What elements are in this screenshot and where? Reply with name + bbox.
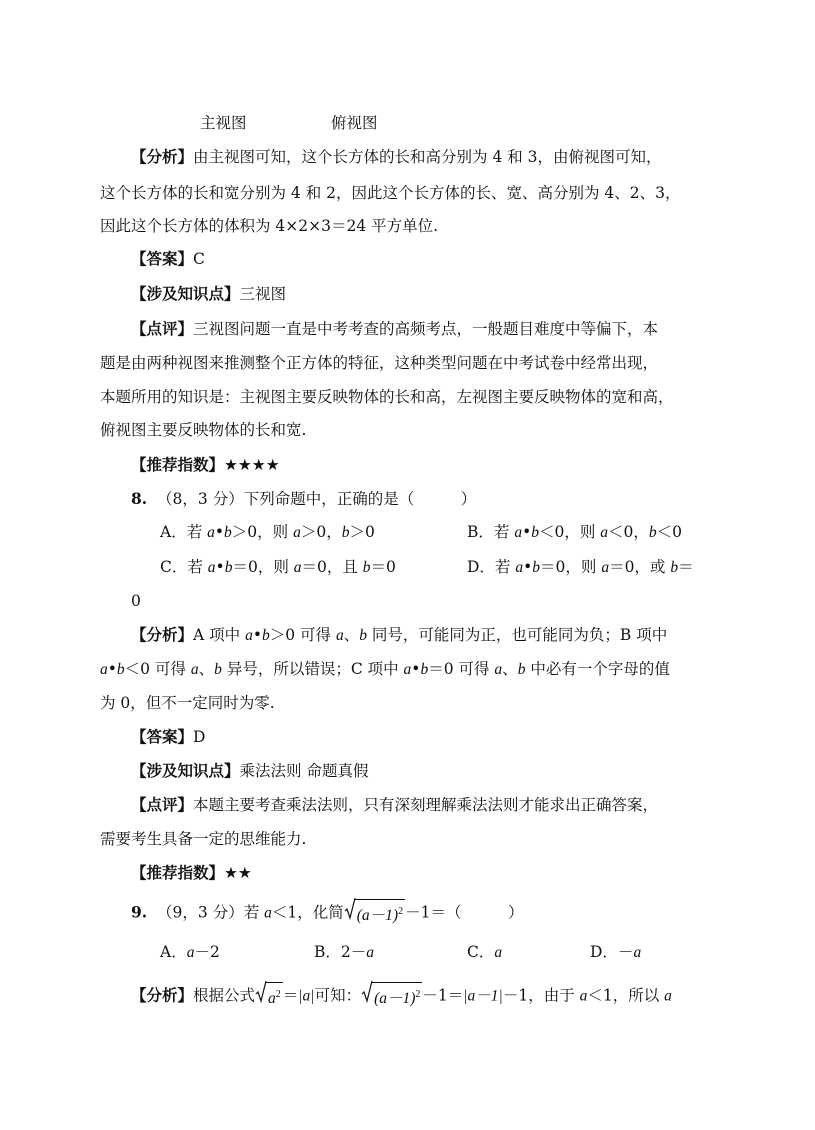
rating-stars: ★★ [224, 864, 252, 882]
radical-sign-icon [344, 897, 356, 921]
text-q8-options-d-a1: a [515, 559, 524, 576]
text-q8-answer-label: 【答案】 [131, 727, 194, 746]
q7-analysis-line-2: 这个长方体的长和宽分别为 4 和 2，因此这个长方体的长、宽、高分别为 4、2、3， [100, 184, 681, 202]
q7-knowledge [131, 282, 286, 306]
text-q7-comment-label: 【点评】 [131, 319, 194, 338]
q8-option-d-wrap: 0 [131, 592, 141, 610]
text-q8-options-c-b1: b [224, 559, 233, 576]
text-q8-options-b-t1: ＜0，则 [538, 523, 601, 541]
text-q9-options-a-pre: A． [160, 943, 187, 961]
text-q8-analysis-l2-h: 异号，所以错误；C 项中 [221, 660, 404, 678]
text-q8-options-d-b1: b [532, 559, 541, 576]
text-q8-analysis-label: 【分析】 [131, 625, 194, 644]
text-q8-analysis-l1-g: 、 [343, 626, 360, 644]
text-q8-stem: （8，3 分）下列命题中，正确的是（ ） [157, 490, 477, 508]
text-q8-options-a-t1: ＞0，则 [231, 523, 294, 541]
q7-comment-line-3: 本题所用的知识是：主视图主要反映物体的长和高，左视图主要反映物体的宽和高， [100, 388, 674, 406]
question-number: 9. [131, 902, 148, 922]
text-q8-analysis-l1-c: • [252, 626, 262, 644]
text-q8-analysis-l2-l: ＝0 可得 [428, 660, 495, 678]
text-q8-analysis-l2-p: 中必有一个字母的值 [525, 660, 670, 678]
text-q8-options-b-a2: a [600, 524, 609, 541]
q9-option-a [160, 940, 220, 965]
q8-option-c [160, 555, 396, 580]
text-q8-analysis-l2-b: • [107, 660, 117, 678]
text-q7-rating-label: 【推荐指数】 [131, 455, 225, 474]
text-q8-analysis-l2-o: b [517, 661, 526, 678]
text-q8-options-c-t1: ＝0，则 [232, 558, 294, 576]
text-q9-options-b-pre: B．2－ [314, 943, 367, 961]
text-q8-options-c-b2: b [362, 559, 371, 576]
text-q8-options-a-t2: ＞0， [300, 523, 342, 541]
sqrt-expression [361, 982, 422, 1011]
rating-stars: ★★★★ [224, 456, 280, 474]
text-q8-options-d-t2: ＝0，或 [609, 558, 671, 576]
text-q8-analysis-l2-g: b [214, 661, 222, 678]
top-view-label: 俯视图 [331, 114, 378, 132]
text-q9-analysis-rad1: a [268, 990, 276, 1008]
q8-comment-line-1 [131, 793, 658, 817]
text-q9-analysis-exp2: 2 [415, 989, 421, 1000]
text-q9-options-a-var: a [186, 944, 195, 961]
q8-option-b [467, 520, 682, 545]
q9-option-d [590, 940, 641, 965]
text-q9-analysis-g: ＜1，所以 [587, 986, 665, 1005]
q8-rating [131, 861, 252, 885]
text-q8-options-d-pre: D．若 [467, 558, 516, 576]
text-q8-rating-label: 【推荐指数】 [131, 863, 225, 882]
q9-stem [131, 899, 523, 928]
text-q8-analysis-l2-e: a [190, 661, 199, 678]
text-q8-options-d-b2: b [670, 559, 679, 576]
text-q7-knowledge-label: 【涉及知识点】 [131, 284, 240, 303]
text-q9-analysis-rad2: (a－1) [374, 990, 416, 1008]
text-q9-stem-b: ＜1，化简 [271, 903, 344, 922]
text-q8-options-d-a2: a [601, 559, 610, 576]
text-q9-analysis-f: a [579, 987, 588, 1005]
text-q8-options-c-dot: • [215, 558, 225, 576]
text-q8-answer: D [193, 728, 206, 746]
text-q7-knowledge: 三视图 [239, 285, 287, 303]
q7-comment-line-4: 俯视图主要反映物体的长和宽. [100, 421, 307, 439]
q7-comment-line-2: 题是由两种视图来推测整个正方体的特征，这种类型问题在中考试卷中经常出现， [100, 354, 659, 372]
text-q8-analysis-l1-d: b [261, 627, 270, 644]
q7-analysis-line-3: 因此这个长方体的体积为 4×2×3＝24 平方单位. [100, 217, 439, 235]
q8-stem [131, 487, 476, 511]
text-q8-options-c-t2: ＝0，且 [301, 558, 363, 576]
q7-answer [131, 247, 205, 271]
text-q9-options-a-post: －2 [194, 943, 220, 961]
text-q9-analysis-d: －1＝ [422, 986, 464, 1005]
text-q9-analysis-a: 根据公式 [193, 986, 256, 1005]
text-q7-analysis-label: 【分析】 [131, 147, 194, 166]
text-q8-options-b-b2: b [648, 524, 657, 541]
text-q8-options-b-dot: • [522, 523, 532, 541]
text-q9-options-d-var: a [633, 944, 642, 961]
text-q8-options-b-t2: ＜0， [608, 523, 649, 541]
text-q8-options-b-a1: a [514, 524, 523, 541]
text-q9-stem-a: （9，3 分）若 [157, 903, 265, 922]
q7-rating [131, 453, 280, 477]
text-q8-options-a-b1: b [224, 524, 232, 541]
q7-comment-line-1 [131, 317, 658, 341]
front-view-label: 主视图 [200, 114, 247, 132]
text-q9-options-c-pre: C． [467, 943, 495, 961]
text-q8-comment-l1: 本题主要考查乘法法则，只有深刻理解乘法法则才能求出正确答案， [193, 796, 659, 814]
q8-analysis-line-3: 为 0，但不一定同时为零. [100, 694, 275, 712]
text-q9-analysis-abs2: |a－1| [463, 987, 503, 1005]
text-q8-analysis-l1-a: A 项中 [193, 626, 246, 644]
question-number: 8. [131, 489, 148, 508]
text-q8-options-d-t3: ＝ [678, 558, 694, 576]
text-q8-options-c-t3: ＝0 [370, 558, 396, 576]
text-q8-knowledge-label: 【涉及知识点】 [131, 761, 240, 780]
text-q9-analysis-h: a [664, 987, 672, 1005]
q8-analysis-line-1 [131, 623, 667, 648]
text-q8-analysis-l2-f: 、 [198, 660, 215, 678]
sqrt-expression [344, 899, 405, 928]
text-q8-options-d-dot: • [523, 558, 533, 576]
text-q8-analysis-l1-b: a [245, 627, 253, 644]
q9-analysis-line-1 [131, 982, 672, 1011]
text-q8-options-c-a2: a [293, 559, 302, 576]
text-q8-knowledge: 乘法法则 命题真假 [239, 762, 369, 780]
text-q9-analysis-abs1: |a| [298, 987, 315, 1005]
text-q9-options-b-var: a [366, 944, 375, 961]
text-q8-analysis-l2-d: ＜0 可得 [124, 660, 191, 678]
text-q8-options-a-a1: a [207, 524, 215, 541]
text-q8-analysis-l1-i: 同号，可能同为正，也可能同为负；B 项中 [366, 626, 668, 644]
q8-answer [131, 725, 205, 749]
text-q8-analysis-l2-m: a [494, 661, 503, 678]
q8-analysis-line-2 [100, 657, 670, 682]
radical-sign-icon [361, 980, 373, 1004]
text-q9-analysis-c: 可知： [314, 986, 362, 1005]
text-q8-analysis-l2-i: a [403, 661, 412, 678]
q8-option-a [160, 520, 375, 545]
text-q8-analysis-l1-h: b [359, 627, 367, 644]
text-q7-analysis-l1: 由主视图可知，这个长方体的长和高分别为 4 和 3，由俯视图可知， [193, 148, 662, 166]
text-q8-options-a-b2: b [341, 524, 350, 541]
text-q9-analysis-e: －1，由于 [502, 986, 580, 1005]
text-q7-answer: C [193, 250, 205, 268]
text-q9-options-d-pre: D．－ [590, 943, 634, 961]
text-q8-analysis-l1-f: a [335, 627, 344, 644]
text-q9-stem-var: a [264, 904, 272, 922]
q8-knowledge [131, 759, 368, 783]
text-q8-options-a-t3: ＞0 [349, 523, 375, 541]
text-q8-analysis-l2-k: b [420, 661, 429, 678]
text-q9-stem-exp: 2 [398, 906, 404, 917]
text-q8-options-c-a1: a [207, 559, 216, 576]
text-q8-analysis-l2-n: 、 [502, 660, 518, 678]
q9-option-b [314, 940, 374, 965]
sqrt-expression [255, 982, 283, 1011]
text-q8-options-b-pre: B．若 [467, 523, 515, 541]
text-q8-options-a-a2: a [293, 524, 301, 541]
text-q9-options-c-var: a [494, 944, 503, 961]
text-q8-analysis-l2-j: • [411, 660, 421, 678]
radical-sign-icon [255, 980, 267, 1004]
text-q8-analysis-l2-c: b [116, 661, 125, 678]
text-q8-options-c-pre: C．若 [160, 558, 208, 576]
q7-analysis-line-1 [131, 145, 662, 169]
text-q8-analysis-l2-a: a [100, 661, 108, 678]
text-q8-analysis-l1-e: ＞0 可得 [269, 626, 336, 644]
q8-option-d [467, 555, 694, 580]
text-q9-analysis-b: ＝ [282, 986, 299, 1005]
text-q8-options-b-b1: b [531, 524, 539, 541]
text-q7-comment-l1: 三视图问题一直是中考考查的高频考点，一般题目难度中等偏下，本 [193, 320, 659, 338]
text-q8-options-a-pre: A．若 [160, 523, 208, 541]
text-q9-analysis-label: 【分析】 [131, 985, 194, 1005]
text-q9-stem-c: －1＝（ ） [405, 903, 524, 922]
text-q7-answer-label: 【答案】 [131, 249, 194, 268]
text-q8-options-b-t3: ＜0 [656, 523, 683, 541]
text-q8-comment-label: 【点评】 [131, 795, 194, 814]
q9-option-c [467, 940, 502, 965]
q8-comment-line-2: 需要考生具备一定的思维能力. [100, 830, 307, 848]
text-q9-analysis-exp1: 2 [275, 989, 281, 1000]
text-q8-options-d-t1: ＝0，则 [540, 558, 602, 576]
text-q9-stem-rad: (a－1) [356, 907, 399, 925]
text-q8-options-a-dot: • [214, 523, 225, 541]
